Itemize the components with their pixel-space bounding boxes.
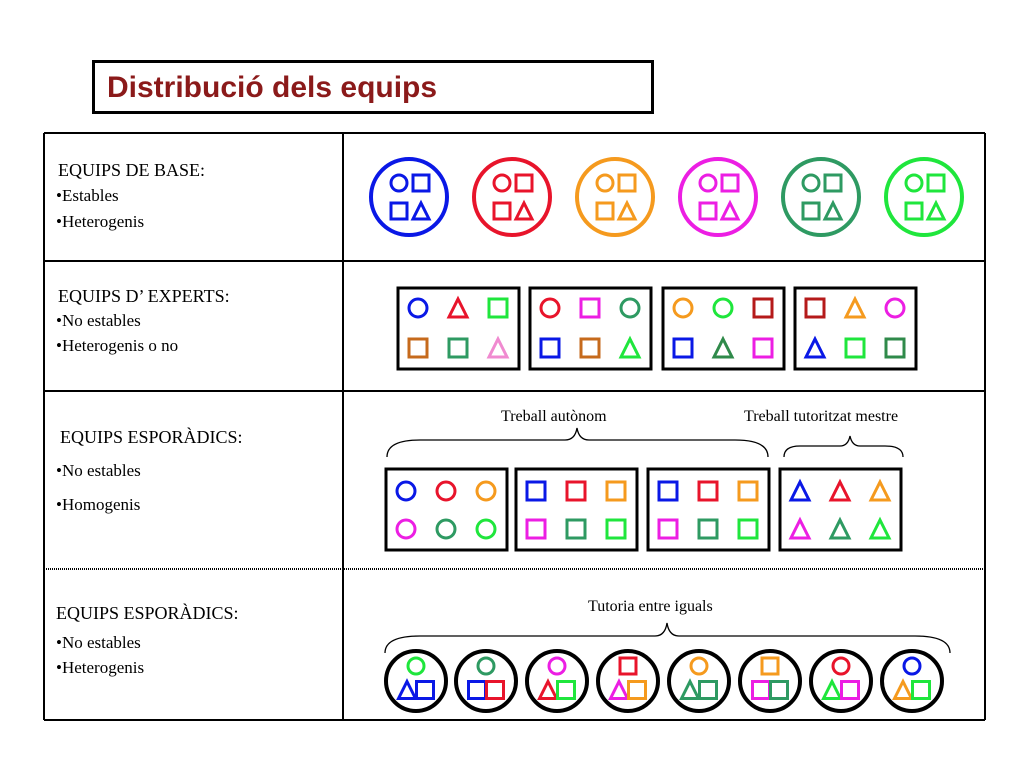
square-icon [558, 682, 575, 699]
circle-icon [478, 658, 494, 674]
section-title-sporadic-heterogeneous: EQUIPS ESPORÀDICS: [56, 603, 239, 623]
note-teacher-tutored-work: Treball tutoritzat mestre [744, 408, 899, 425]
square-icon [753, 682, 770, 699]
square-icon [906, 203, 922, 219]
square-icon [567, 520, 585, 538]
base-team-circle [886, 159, 962, 235]
triangle-icon [619, 203, 635, 219]
square-icon [659, 520, 677, 538]
experts-item-heterogeneous-or-not: •Heterogenis o no [56, 336, 179, 355]
triangle-icon [399, 682, 416, 699]
triangle-icon [871, 520, 889, 538]
triangle-icon [791, 520, 809, 538]
sporadic-heterogeneous-item-heterogeneous: •Heterogenis [56, 658, 145, 677]
circle-icon [621, 299, 639, 317]
circle-icon [397, 482, 415, 500]
square-icon [516, 175, 532, 191]
circle-icon [477, 520, 495, 538]
section-title-base: EQUIPS DE BASE: [58, 160, 206, 180]
team-shapes [371, 159, 962, 711]
square-icon [597, 203, 613, 219]
base-team-circle [371, 159, 447, 235]
circle-icon [691, 658, 707, 674]
note-autonomous-work: Treball autònom [501, 408, 607, 425]
page-title: Distribució dels equips [107, 71, 438, 104]
square-icon [541, 339, 559, 357]
square-icon [699, 482, 717, 500]
square-icon [739, 482, 757, 500]
base-item-heterogeneous: •Heterogenis [56, 212, 145, 231]
square-icon [886, 339, 904, 357]
triangle-icon [871, 482, 889, 500]
square-icon [674, 339, 692, 357]
square-icon [619, 175, 635, 191]
circle-icon [597, 175, 613, 191]
triangle-icon [722, 203, 738, 219]
base-team-circle [783, 159, 859, 235]
triangle-icon [621, 339, 639, 357]
sporadic-heterogeneous-item-not-stable: •No estables [56, 633, 141, 652]
triangle-icon [806, 339, 824, 357]
triangle-icon [846, 299, 864, 317]
circle-icon [437, 482, 455, 500]
square-icon [928, 175, 944, 191]
square-icon [842, 682, 859, 699]
square-icon [762, 658, 778, 674]
square-icon [489, 299, 507, 317]
square-icon [391, 203, 407, 219]
circle-icon [391, 175, 407, 191]
triangle-icon [895, 682, 912, 699]
triangle-icon [825, 203, 841, 219]
square-icon [913, 682, 930, 699]
circle-icon [477, 482, 495, 500]
square-icon [620, 658, 636, 674]
square-icon [659, 482, 677, 500]
circle-icon [714, 299, 732, 317]
base-team-circle [680, 159, 756, 235]
brace-autonomous [387, 428, 768, 457]
square-icon [581, 339, 599, 357]
sporadic-homogeneous-item-homogeneous: •Homogenis [56, 495, 141, 514]
square-icon [739, 520, 757, 538]
triangle-icon [928, 203, 944, 219]
square-icon [700, 682, 717, 699]
base-team-circle [474, 159, 550, 235]
triangle-icon [682, 682, 699, 699]
square-icon [487, 682, 504, 699]
circle-icon [674, 299, 692, 317]
square-icon [413, 175, 429, 191]
circle-icon [494, 175, 510, 191]
square-icon [825, 175, 841, 191]
square-icon [629, 682, 646, 699]
square-icon [771, 682, 788, 699]
circle-icon [549, 658, 565, 674]
triangle-icon [449, 299, 467, 317]
circle-icon [700, 175, 716, 191]
circle-icon [904, 658, 920, 674]
square-icon [803, 203, 819, 219]
circle-icon [437, 520, 455, 538]
square-icon [846, 339, 864, 357]
square-icon [700, 203, 716, 219]
circle-icon [833, 658, 849, 674]
square-icon [469, 682, 486, 699]
circle-icon [541, 299, 559, 317]
square-icon [449, 339, 467, 357]
circle-icon [803, 175, 819, 191]
triangle-icon [516, 203, 532, 219]
triangle-icon [831, 482, 849, 500]
base-item-stable: •Estables [56, 186, 119, 205]
triangle-icon [714, 339, 732, 357]
square-icon [806, 299, 824, 317]
square-icon [527, 520, 545, 538]
circle-icon [408, 658, 424, 674]
base-team-circle [577, 159, 653, 235]
section-title-experts: EQUIPS D’ EXPERTS: [58, 286, 230, 306]
circle-icon [886, 299, 904, 317]
triangle-icon [540, 682, 557, 699]
square-icon [409, 339, 427, 357]
square-icon [754, 339, 772, 357]
square-icon [722, 175, 738, 191]
square-icon [527, 482, 545, 500]
square-icon [607, 520, 625, 538]
sporadic-homogeneous-item-not-stable: •No estables [56, 461, 141, 480]
note-peer-tutoring: Tutoria entre iguals [588, 598, 713, 615]
triangle-icon [824, 682, 841, 699]
square-icon [567, 482, 585, 500]
square-icon [494, 203, 510, 219]
brace-tutored [784, 436, 903, 457]
square-icon [417, 682, 434, 699]
triangle-icon [413, 203, 429, 219]
square-icon [581, 299, 599, 317]
brace-peer-tutoring [385, 623, 950, 653]
triangle-icon [831, 520, 849, 538]
square-icon [699, 520, 717, 538]
section-title-sporadic-homogeneous: EQUIPS ESPORÀDICS: [60, 427, 243, 447]
square-icon [754, 299, 772, 317]
circle-icon [906, 175, 922, 191]
square-icon [607, 482, 625, 500]
circle-icon [397, 520, 415, 538]
circle-icon [409, 299, 427, 317]
triangle-icon [489, 339, 507, 357]
triangle-icon [611, 682, 628, 699]
experts-item-not-stable: •No estables [56, 311, 141, 330]
triangle-icon [791, 482, 809, 500]
